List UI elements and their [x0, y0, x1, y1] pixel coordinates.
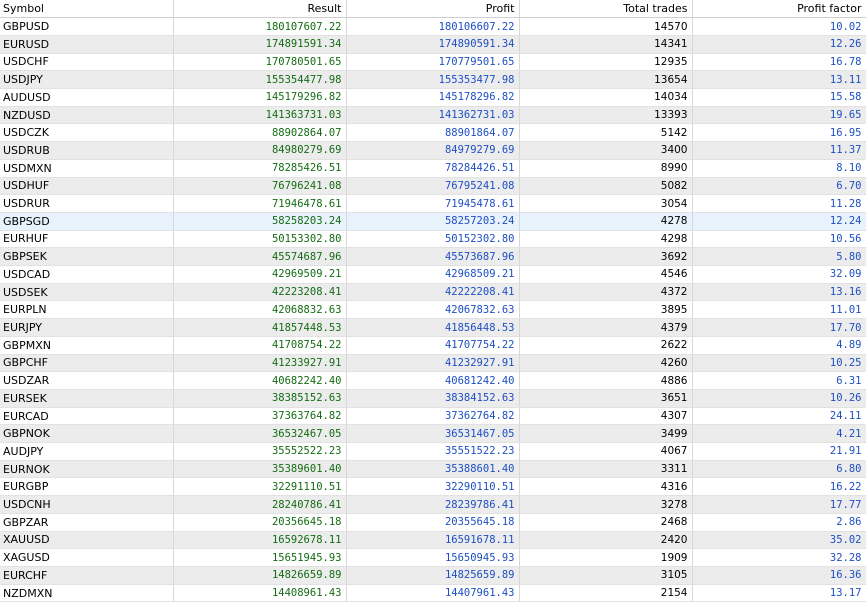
table-row[interactable] [0, 496, 866, 514]
cell-total-trades: 3400 [519, 142, 692, 160]
cell-result: 58258203.24 [173, 212, 346, 230]
cell-profit: 41707754.22 [346, 336, 519, 354]
table-row[interactable] [0, 159, 866, 177]
table-row[interactable] [0, 531, 866, 549]
cell-profit-factor: 16.22 [692, 478, 866, 496]
cell-symbol: GBPNOK [0, 425, 173, 443]
cell-result: 15651945.93 [173, 549, 346, 567]
cell-profit: 36531467.05 [346, 425, 519, 443]
cell-profit-factor: 2.86 [692, 513, 866, 531]
table-row[interactable] [0, 195, 866, 213]
cell-symbol: XAUUSD [0, 531, 173, 549]
cell-profit: 14825659.89 [346, 567, 519, 585]
cell-profit: 35388601.40 [346, 460, 519, 478]
cell-symbol: USDCHF [0, 53, 173, 71]
cell-symbol: EURJPY [0, 319, 173, 337]
cell-profit-factor: 35.02 [692, 531, 866, 549]
cell-result: 41857448.53 [173, 319, 346, 337]
cell-symbol: USDHUF [0, 177, 173, 195]
cell-result: 78285426.51 [173, 159, 346, 177]
cell-profit: 45573687.96 [346, 248, 519, 266]
table-row[interactable] [0, 124, 866, 142]
cell-symbol: EURSEK [0, 389, 173, 407]
cell-symbol: NZDUSD [0, 106, 173, 124]
cell-result: 42068832.63 [173, 301, 346, 319]
cell-profit-factor: 8.10 [692, 159, 866, 177]
cell-symbol: GBPSEK [0, 248, 173, 266]
cell-symbol: GBPMXN [0, 336, 173, 354]
table-row[interactable] [0, 584, 866, 602]
cell-profit-factor: 19.65 [692, 106, 866, 124]
cell-profit: 71945478.61 [346, 195, 519, 213]
cell-profit-factor: 10.26 [692, 389, 866, 407]
cell-symbol: GBPZAR [0, 513, 173, 531]
table-row[interactable] [0, 407, 866, 425]
cell-total-trades: 13393 [519, 106, 692, 124]
cell-result: 14408961.43 [173, 584, 346, 602]
cell-profit-factor: 15.58 [692, 89, 866, 107]
cell-profit-factor: 6.31 [692, 372, 866, 390]
table-row[interactable] [0, 443, 866, 461]
table-row[interactable] [0, 266, 866, 284]
cell-profit-factor: 17.70 [692, 319, 866, 337]
cell-profit-factor: 16.36 [692, 567, 866, 585]
table-row[interactable] [0, 230, 866, 248]
cell-total-trades: 3278 [519, 496, 692, 514]
cell-result: 71946478.61 [173, 195, 346, 213]
cell-symbol: USDCNH [0, 496, 173, 514]
cell-profit-factor: 5.80 [692, 248, 866, 266]
cell-total-trades: 4372 [519, 283, 692, 301]
cell-profit-factor: 4.21 [692, 425, 866, 443]
cell-result: 38385152.63 [173, 389, 346, 407]
table-row[interactable] [0, 283, 866, 301]
cell-profit: 145178296.82 [346, 89, 519, 107]
cell-total-trades: 4546 [519, 266, 692, 284]
cell-profit-factor: 21.91 [692, 443, 866, 461]
cell-result: 84980279.69 [173, 142, 346, 160]
cell-symbol: USDRUR [0, 195, 173, 213]
cell-profit: 40681242.40 [346, 372, 519, 390]
cell-total-trades: 4067 [519, 443, 692, 461]
cell-total-trades: 14341 [519, 35, 692, 53]
cell-total-trades: 2622 [519, 336, 692, 354]
cell-profit-factor: 17.77 [692, 496, 866, 514]
cell-result: 41708754.22 [173, 336, 346, 354]
cell-total-trades: 8990 [519, 159, 692, 177]
cell-result: 76796241.08 [173, 177, 346, 195]
cell-total-trades: 5142 [519, 124, 692, 142]
cell-result: 42969509.21 [173, 266, 346, 284]
cell-result: 88902864.07 [173, 124, 346, 142]
cell-profit-factor: 11.01 [692, 301, 866, 319]
cell-total-trades: 2154 [519, 584, 692, 602]
cell-symbol: EURGBP [0, 478, 173, 496]
cell-symbol: AUDJPY [0, 443, 173, 461]
cell-profit: 20355645.18 [346, 513, 519, 531]
cell-total-trades: 4316 [519, 478, 692, 496]
cell-total-trades: 1909 [519, 549, 692, 567]
cell-result: 180107607.22 [173, 18, 346, 36]
cell-profit: 42222208.41 [346, 283, 519, 301]
cell-symbol: EURPLN [0, 301, 173, 319]
cell-profit-factor: 10.25 [692, 354, 866, 372]
cell-symbol: EURUSD [0, 35, 173, 53]
cell-result: 35389601.40 [173, 460, 346, 478]
cell-profit: 42968509.21 [346, 266, 519, 284]
cell-result: 41233927.91 [173, 354, 346, 372]
cell-profit: 35551522.23 [346, 443, 519, 461]
cell-total-trades: 2468 [519, 513, 692, 531]
cell-profit: 16591678.11 [346, 531, 519, 549]
table-row[interactable] [0, 248, 866, 266]
cell-result: 170780501.65 [173, 53, 346, 71]
cell-profit: 28239786.41 [346, 496, 519, 514]
cell-profit: 38384152.63 [346, 389, 519, 407]
table-row[interactable] [0, 35, 866, 53]
cell-profit: 15650945.93 [346, 549, 519, 567]
cell-total-trades: 4298 [519, 230, 692, 248]
table-row[interactable] [0, 460, 866, 478]
cell-result: 141363731.03 [173, 106, 346, 124]
cell-symbol: EURNOK [0, 460, 173, 478]
cell-symbol: USDCZK [0, 124, 173, 142]
cell-profit-factor: 4.89 [692, 336, 866, 354]
cell-profit: 180106607.22 [346, 18, 519, 36]
cell-result: 36532467.05 [173, 425, 346, 443]
cell-total-trades: 4886 [519, 372, 692, 390]
table-row[interactable] [0, 354, 866, 372]
cell-total-trades: 3311 [519, 460, 692, 478]
table-row[interactable] [0, 89, 866, 107]
table-row[interactable] [0, 177, 866, 195]
table-row[interactable] [0, 301, 866, 319]
cell-result: 37363764.82 [173, 407, 346, 425]
cell-total-trades: 3692 [519, 248, 692, 266]
cell-profit: 37362764.82 [346, 407, 519, 425]
cell-total-trades: 4278 [519, 212, 692, 230]
cell-profit-factor: 6.80 [692, 460, 866, 478]
column-header-profit[interactable]: Profit [346, 0, 519, 18]
cell-profit-factor: 24.11 [692, 407, 866, 425]
cell-profit-factor: 16.95 [692, 124, 866, 142]
table-row[interactable] [0, 18, 866, 36]
cell-symbol: XAGUSD [0, 549, 173, 567]
table-row[interactable] [0, 425, 866, 443]
cell-profit: 141362731.03 [346, 106, 519, 124]
cell-result: 35552522.23 [173, 443, 346, 461]
cell-symbol: GBPUSD [0, 18, 173, 36]
table-row[interactable] [0, 319, 866, 337]
cell-symbol: AUDUSD [0, 89, 173, 107]
cell-result: 14826659.89 [173, 567, 346, 585]
cell-total-trades: 3054 [519, 195, 692, 213]
cell-total-trades: 4379 [519, 319, 692, 337]
cell-profit: 170779501.65 [346, 53, 519, 71]
column-header-symbol[interactable]: Symbol [0, 0, 173, 18]
table-row[interactable] [0, 142, 866, 160]
cell-total-trades: 14034 [519, 89, 692, 107]
cell-total-trades: 3105 [519, 567, 692, 585]
cell-total-trades: 2420 [519, 531, 692, 549]
cell-total-trades: 3651 [519, 389, 692, 407]
cell-symbol: EURCHF [0, 567, 173, 585]
cell-symbol: NZDMXN [0, 584, 173, 602]
cell-profit: 41232927.91 [346, 354, 519, 372]
cell-symbol: USDCAD [0, 266, 173, 284]
cell-total-trades: 3499 [519, 425, 692, 443]
table-row[interactable] [0, 71, 866, 89]
column-header-result[interactable]: Result [173, 0, 346, 18]
table-row[interactable] [0, 478, 866, 496]
cell-profit: 41856448.53 [346, 319, 519, 337]
table-row[interactable] [0, 549, 866, 567]
cell-profit: 78284426.51 [346, 159, 519, 177]
table-row[interactable] [0, 389, 866, 407]
header-row [0, 0, 866, 18]
cell-total-trades: 5082 [519, 177, 692, 195]
column-header-profit-factor[interactable]: Profit factor [692, 0, 866, 18]
cell-profit-factor: 11.28 [692, 195, 866, 213]
cell-total-trades: 12935 [519, 53, 692, 71]
cell-result: 28240786.41 [173, 496, 346, 514]
cell-result: 174891591.34 [173, 35, 346, 53]
cell-profit: 50152302.80 [346, 230, 519, 248]
cell-profit: 88901864.07 [346, 124, 519, 142]
cell-total-trades: 13654 [519, 71, 692, 89]
cell-result: 32291110.51 [173, 478, 346, 496]
cell-profit: 84979279.69 [346, 142, 519, 160]
cell-profit-factor: 32.28 [692, 549, 866, 567]
cell-result: 50153302.80 [173, 230, 346, 248]
cell-symbol: EURHUF [0, 230, 173, 248]
table-row[interactable] [0, 53, 866, 71]
cell-profit: 32290110.51 [346, 478, 519, 496]
cell-total-trades: 4260 [519, 354, 692, 372]
table-row[interactable] [0, 106, 866, 124]
cell-result: 40682242.40 [173, 372, 346, 390]
cell-result: 16592678.11 [173, 531, 346, 549]
cell-profit: 58257203.24 [346, 212, 519, 230]
cell-profit: 76795241.08 [346, 177, 519, 195]
cell-profit-factor: 32.09 [692, 266, 866, 284]
cell-profit-factor: 12.26 [692, 35, 866, 53]
cell-profit-factor: 13.17 [692, 584, 866, 602]
cell-symbol: USDRUB [0, 142, 173, 160]
cell-profit-factor: 13.16 [692, 283, 866, 301]
cell-profit-factor: 16.78 [692, 53, 866, 71]
cell-symbol: EURCAD [0, 407, 173, 425]
cell-profit: 14407961.43 [346, 584, 519, 602]
cell-profit-factor: 12.24 [692, 212, 866, 230]
cell-total-trades: 4307 [519, 407, 692, 425]
table-row[interactable] [0, 567, 866, 585]
cell-profit: 42067832.63 [346, 301, 519, 319]
cell-profit: 174890591.34 [346, 35, 519, 53]
cell-total-trades: 14570 [519, 18, 692, 36]
cell-result: 20356645.18 [173, 513, 346, 531]
table-row[interactable] [0, 212, 866, 230]
table-body [0, 18, 866, 602]
table-row[interactable] [0, 513, 866, 531]
cell-symbol: USDZAR [0, 372, 173, 390]
cell-result: 45574687.96 [173, 248, 346, 266]
column-header-total-trades[interactable]: Total trades [519, 0, 692, 18]
cell-symbol: USDMXN [0, 159, 173, 177]
table-row[interactable] [0, 372, 866, 390]
cell-profit-factor: 10.56 [692, 230, 866, 248]
cell-symbol: GBPCHF [0, 354, 173, 372]
cell-symbol: GBPSGD [0, 212, 173, 230]
cell-profit-factor: 10.02 [692, 18, 866, 36]
cell-result: 155354477.98 [173, 71, 346, 89]
cell-total-trades: 3895 [519, 301, 692, 319]
cell-profit-factor: 13.11 [692, 71, 866, 89]
table-row[interactable] [0, 336, 866, 354]
cell-profit: 155353477.98 [346, 71, 519, 89]
cell-profit-factor: 11.37 [692, 142, 866, 160]
cell-result: 145179296.82 [173, 89, 346, 107]
cell-symbol: USDSEK [0, 283, 173, 301]
cell-profit-factor: 6.70 [692, 177, 866, 195]
cell-symbol: USDJPY [0, 71, 173, 89]
cell-result: 42223208.41 [173, 283, 346, 301]
